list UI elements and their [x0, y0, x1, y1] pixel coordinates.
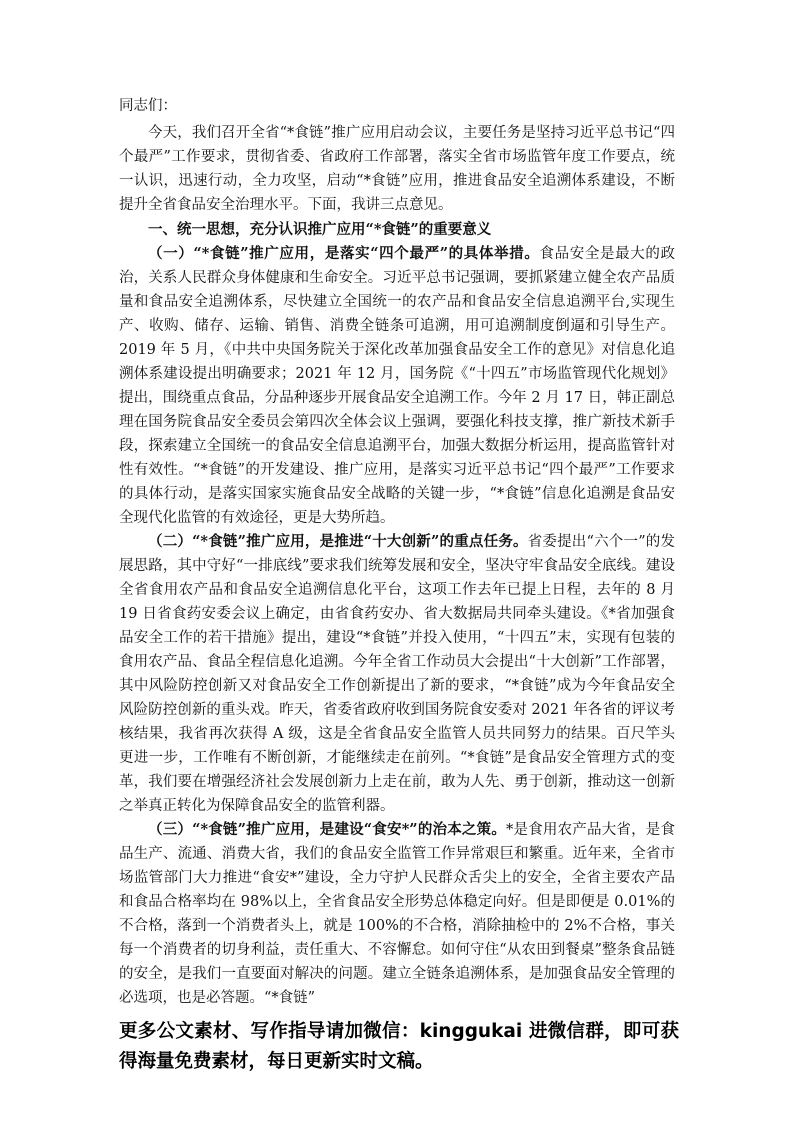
promo-banner: 更多公文素材、写作指导请加微信：kinggukai 进微信群，即可获得海量免费素材，每日更新实时文稿。: [119, 1021, 679, 1072]
item-3-paragraph: [119, 818, 675, 1010]
item-2-lead: （二）“*食链”推广应用，是推进“十大创新”的重点任务。: [148, 533, 528, 550]
salutation: 同志们：: [119, 98, 177, 114]
item-1-body: 食品安全是最大的政治，关系人民群众身体健康和生命安全。习近平总书记强调，要抓紧建立健全农产品质量和食品安全追溯体系，尽快建立全国统一的农产品和食品安全信息追溯平台,实现生产、收购、储存、运输、销售、消费全链条可追溯，用可追溯制度倒逼和引导生产。2019 年 5 月，《中共中央国务院关于深化改革加强食品安全工作的意见》对信息化追溯体系建设提出明确要求；2021 年 12 月，国务院《“十四五”市场监管现代化规划》提出，围绕重点食品，分品种逐步开展食品安全追溯工作。今年 2 月 17 日，韩正副总理在国务院食品安全委员会第四次全体会议上强调，要强化科技支撑，推广新技术新手段，探索建立全国统一的食品安全信息追溯平台，加强大数据分析运用，提高监管针对性有效性。“*食链”的开发建设、推广应用，是落实习近平总书记“四个最严”工作要求的具体行动，是落实国家实施食品安全战略的关键一步，“*食链”信息化追溯是食品安全现代化监管的有效途径，更是大势所趋。: [119, 246, 675, 526]
item-2-body: 省委提出“六个一”的发展思路，其中守好“一排底线”要求我们统筹发展和安全，坚决守牢食品安全底线。建设全省食用农产品和食品安全追溯信息化平台，这项工作去年已提上日程，去年的 8 月 19 日省食药安委会议上确定，由省食药安办、省大数据局共同牵头建设。《*省加强食品安全工作的若干措施》提出，建设“*食链”并投入使用，“十四五”末，实现有包装的食用农产品、食品全程信息化追溯。今年全省工作动员大会提出“十大创新”工作部署，其中风险防控创新又对食品安全工作创新提出了新的要求，“*食链”成为今年食品安全风险防控创新的重头戏。昨天，省委省政府收到国务院食安委对 2021 年各省的评议考核结果，我省再次获得 A 级，这是全省食品安全监管人员共同努力的结果。百尺竿头更进一步，工作唯有不断创新，才能继续走在前列。“*食链”是食品安全管理方式的变革，我们要在增强经济社会发展创新力上走在前，敢为人先、勇于创新，推动这一创新之举真正转化为保障食品安全的监管利器。: [119, 534, 675, 814]
section-1-heading: 一、统一思想，充分认识推广应用“*食链”的重要意义: [148, 221, 492, 238]
item-1-lead: （一）“*食链”推广应用，是落实“四个最严”的具体举措。: [148, 245, 540, 262]
item-3-lead: （三）“*食链”推广应用，是建设“食安*”的治本之策。: [148, 821, 507, 838]
intro-paragraph: 今天，我们召开全省“*食链”推广应用启动会议，主要任务是坚持习近平总书记“四个最严”工作要求，贯彻省委、省政府工作部署，落实全省市场监管年度工作要点，统一认识，迅速行动，全力攻坚，启动“*食链”应用，推进食品安全追溯体系建设，不断提升全省食品安全治理水平。下面，我讲三点意见。: [119, 125, 675, 213]
item-1-paragraph: [119, 242, 675, 530]
document-body: [119, 94, 675, 1010]
item-2-paragraph: [119, 530, 675, 818]
item-3-body: *是食用农产品大省，是食品生产、流通、消费大省，我们的食品安全监管工作异常艰巨和繁重。近年来，全省市场监管部门大力推进“食安*”建设，全力守护人民群众舌尖上的安全，全省主要农产品和食品合格率均在 98%以上，全省食品安全形势总体稳定向好。但是即便是 0.01%的不合格，落到一个消费者头上，就是 100%的不合格，消除抽检中的 2%不合格，事关每一个消费者的切身利益，责任重大、不容懈怠。如何守住“从农田到餐桌”整条食品链的安全，是我们一直要面对解决的问题。建立全链条追溯体系，是加强食品安全管理的必选项，也是必答题。“*食链”: [119, 822, 676, 1006]
